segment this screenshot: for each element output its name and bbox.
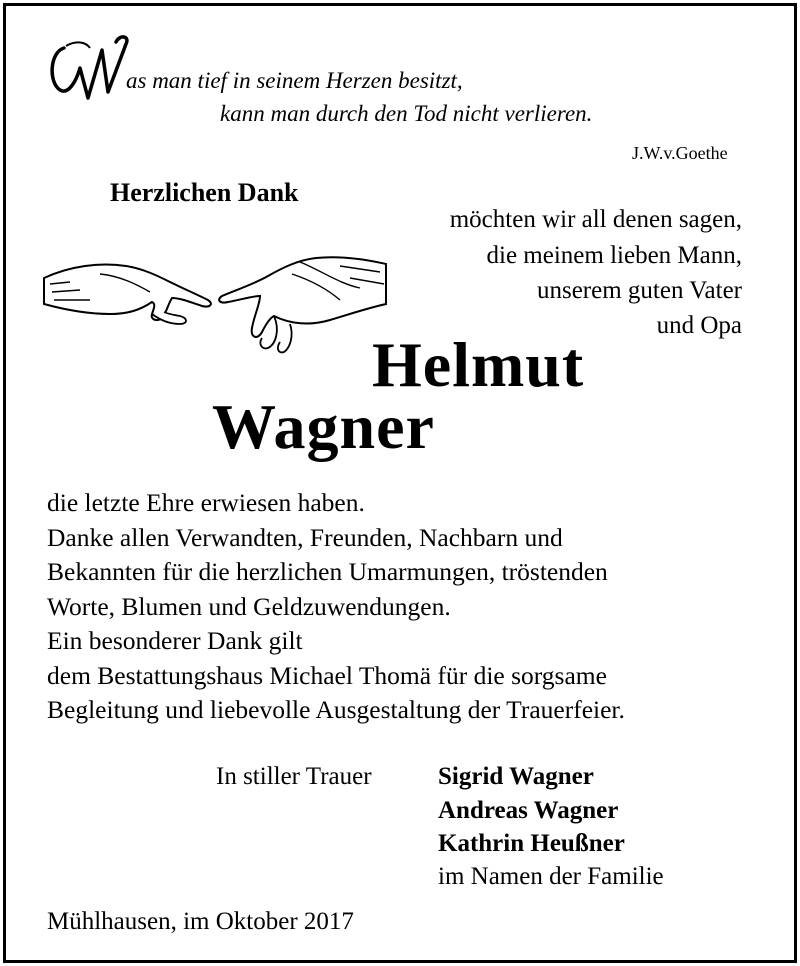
family-note: im Namen der Familie xyxy=(438,863,664,890)
touching-hands-icon xyxy=(40,244,390,359)
thanks-line-4: und Opa xyxy=(656,312,742,339)
place-date: Mühlhausen, im Oktober 2017 xyxy=(47,908,354,935)
body-line: dem Bestattungshaus Michael Thomä für die sorgsame xyxy=(47,660,607,690)
quote-line-1: as man tief in seinem Herzen besitzt, xyxy=(126,68,463,93)
signatory-name: Kathrin Heußner xyxy=(438,830,625,857)
mourning-label: In stiller Trauer xyxy=(216,763,372,790)
obituary-card xyxy=(3,3,797,963)
thanks-line-2: die meinem lieben Mann, xyxy=(486,242,742,269)
quote-author: J.W.v.Goethe xyxy=(632,143,728,163)
body-line: Ein besonderer Dank gilt xyxy=(47,626,303,655)
deceased-first-name: Helmut xyxy=(372,329,585,400)
signatory-name: Sigrid Wagner xyxy=(438,763,594,790)
thanks-line-1: möchten wir all denen sagen, xyxy=(449,206,742,233)
body-line: Danke allen Verwandten, Freunden, Nachbarn und xyxy=(47,522,563,552)
body-line: Worte, Blumen und Geldzuwendungen. xyxy=(47,591,451,621)
body-line: Begleitung und liebevolle Ausgestaltung der Trauerfeier. xyxy=(47,695,625,724)
thanks-body xyxy=(47,486,777,728)
script-initial-w-icon xyxy=(46,32,136,104)
thanks-line-3: unserem guten Vater xyxy=(536,277,742,304)
body-line: die letzte Ehre erwiesen haben. xyxy=(47,488,365,517)
quote-line-2: kann man durch den Tod nicht verlieren. xyxy=(220,101,593,126)
deceased-last-name: Wagner xyxy=(212,391,435,462)
body-line: Bekannten für die herzlichen Umarmungen, tröstenden xyxy=(47,557,608,586)
signatory-name: Andreas Wagner xyxy=(438,797,619,824)
thanks-heading: Herzlichen Dank xyxy=(110,178,299,207)
